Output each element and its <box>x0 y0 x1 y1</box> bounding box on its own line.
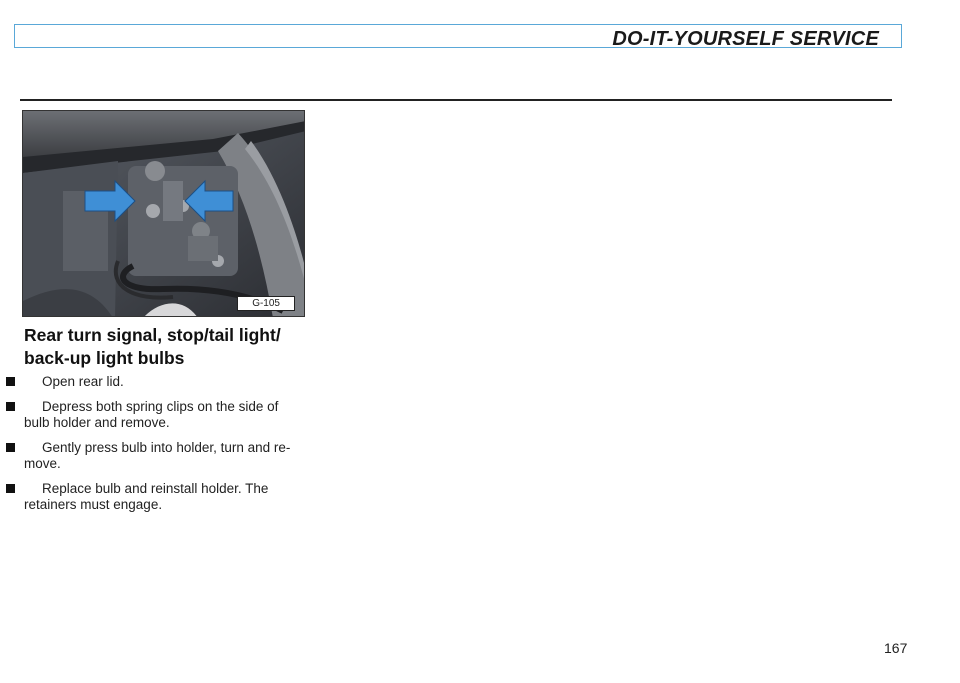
header-title: DO-IT-YOURSELF SERVICE <box>612 28 879 50</box>
square-bullet-icon <box>6 484 15 493</box>
step-text: Depress both spring clips on the side of bulb holder and remove. <box>24 399 279 430</box>
step-text: Replace bulb and reinstall holder. The retainers must engage. <box>24 481 269 512</box>
list-item <box>24 399 304 431</box>
step-text: Gently press bulb into holder, turn and re-move. <box>24 440 291 471</box>
instruction-list <box>24 374 304 522</box>
photo-illustration <box>23 111 305 317</box>
list-item <box>24 481 304 513</box>
tail-light-photo <box>22 110 305 317</box>
list-item <box>24 440 304 472</box>
square-bullet-icon <box>6 377 15 386</box>
step-text: Open rear lid. <box>42 374 124 389</box>
list-item <box>24 374 304 390</box>
square-bullet-icon <box>6 402 15 411</box>
section-title: Rear turn signal, stop/tail light/ back-up light bulbs <box>24 325 281 368</box>
figure-code: G-105 <box>237 296 295 311</box>
page-number: 167 <box>884 640 908 656</box>
header-rule <box>20 99 892 101</box>
square-bullet-icon <box>6 443 15 452</box>
page-header <box>14 24 902 48</box>
